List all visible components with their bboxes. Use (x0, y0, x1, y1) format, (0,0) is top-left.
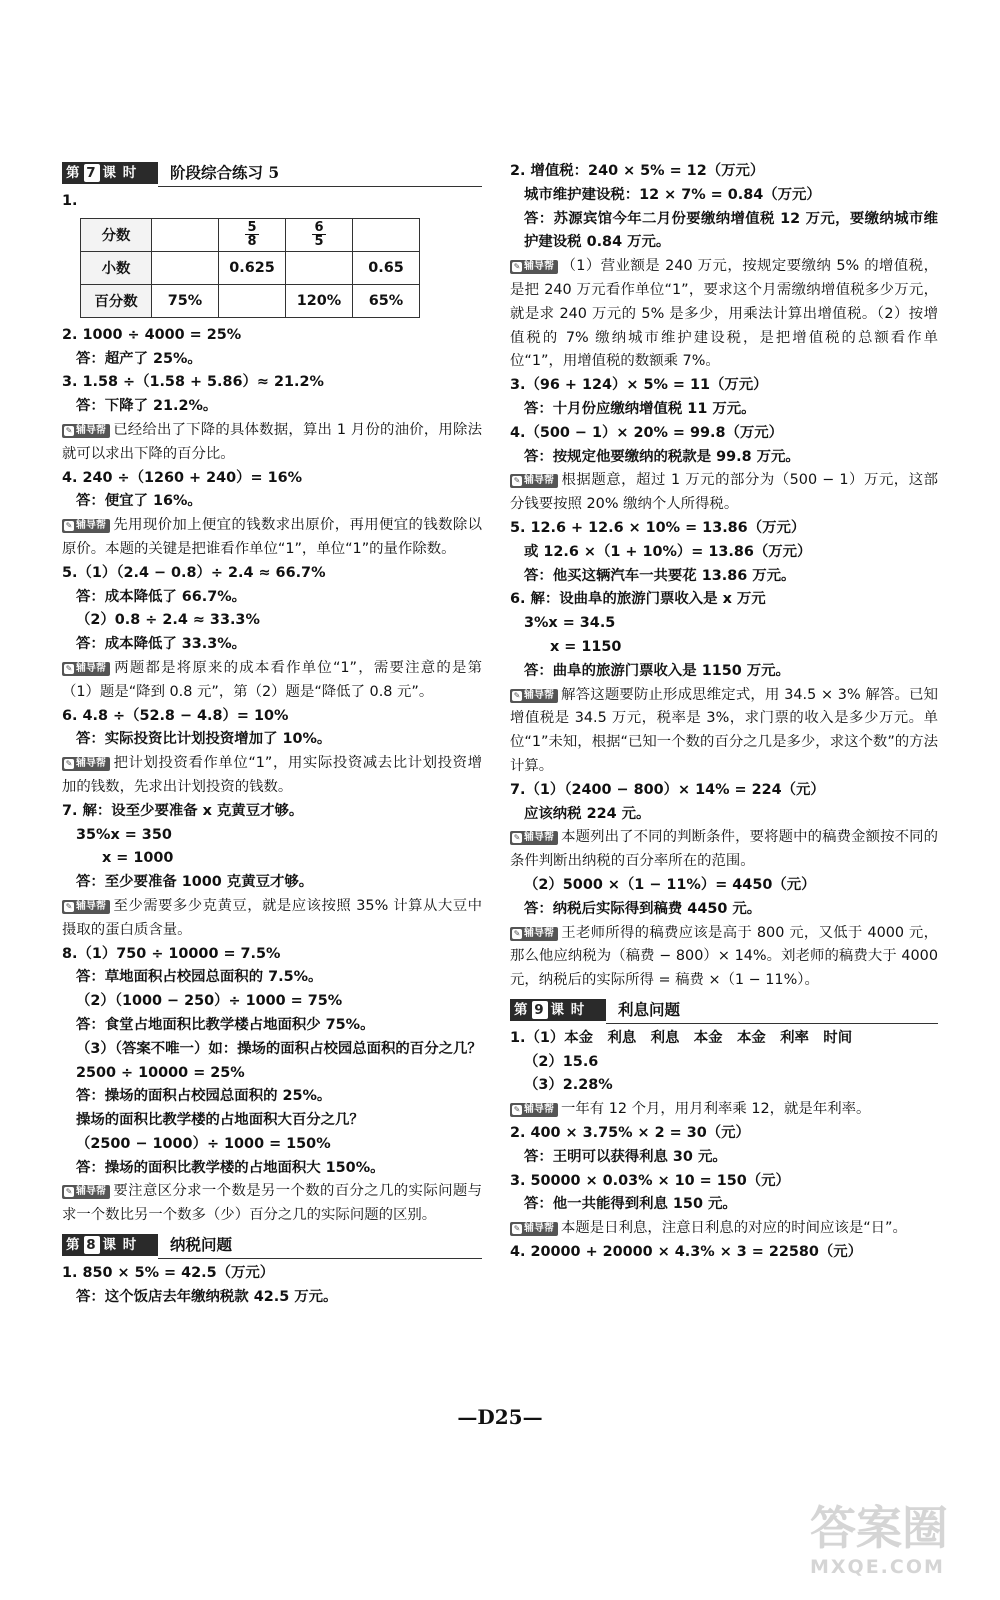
answer-line: 答：这个饭店去年缴纳税款 42.5 万元。 (76, 1288, 338, 1305)
hint-badge: ✎ 辅导帮 (62, 662, 110, 676)
lesson-8-header (62, 1232, 482, 1260)
table-cell: 百分数 (81, 284, 152, 317)
answer-line: 7.（1）（2400 − 800）× 14% = 224（元） (510, 781, 825, 798)
hint-icon: ✎ (65, 759, 73, 769)
table-cell: 120% (286, 284, 353, 317)
answer-line: 2. 1000 ÷ 4000 = 25% (62, 326, 242, 343)
hint-icon: ✎ (513, 928, 521, 938)
hint-badge: ✎ 辅导帮 (62, 757, 110, 771)
lesson-title: 阶段综合练习 5 (170, 163, 280, 182)
hint-paragraph: ✎ 辅导帮 已经给出了下降的具体数据，算出 1 月份的油价，用除法就可以求出下降的百分比。 (62, 421, 482, 462)
answer-line: 城市维护建设税：12 × 7% = 0.84（万元） (524, 186, 821, 203)
answer-line: （3）2.28% (524, 1077, 613, 1094)
hint-paragraph: ✎ 辅导帮 根据题意，超过 1 万元的部分为（500 − 1）万元，这部分钱要按照 20% 缴纳个人所得税。 (510, 472, 938, 513)
answer-line: （2500 − 1000）÷ 1000 = 150% (76, 1135, 331, 1152)
table-row (81, 284, 420, 317)
answer-line: 2500 ÷ 10000 = 25% (76, 1064, 245, 1081)
answer-line: 答：下降了 21.2%。 (76, 398, 218, 415)
equation-line: 35%x = 350 (76, 826, 172, 843)
answer-line: 3. 50000 × 0.03% × 10 = 150（元） (510, 1172, 790, 1189)
table-cell (353, 218, 420, 251)
divider (606, 1023, 938, 1024)
lesson-title: 利息问题 (618, 999, 681, 1019)
hint-icon: ✎ (513, 690, 521, 700)
answer-line: 答：超产了 25%。 (76, 350, 202, 367)
answer-line: 答：纳税后实际得到稿费 4450 元。 (524, 900, 762, 917)
answer-line: 4. 20000 + 20000 × 4.3% × 3 = 22580（元） (510, 1244, 863, 1261)
answer-line: 4.（500 − 1）× 20% = 99.8（万元） (510, 424, 784, 441)
question-number: 1. (62, 193, 78, 209)
lesson-badge: 第 7 课 时 (62, 162, 158, 184)
hint-icon: ✎ (65, 521, 73, 531)
hint-badge: ✎ 辅导帮 (62, 519, 110, 533)
page-number: —D25— (457, 1405, 543, 1429)
table-cell: 小数 (81, 251, 152, 284)
watermark-site: MXQE.COM (810, 1556, 945, 1578)
answer-line: 6. 4.8 ÷（52.8 − 4.8）= 10% (62, 707, 289, 724)
hint-paragraph: ✎ 辅导帮 两题都是将原来的成本看作单位“1”，需要注意的是第（1）题是“降到 0.8 元”，第（2）题是“降低了 0.8 元”。 (62, 659, 482, 700)
answer-line: （2）（1000 − 250）÷ 1000 = 75% (76, 993, 343, 1010)
answer-line: 答：食堂占地面积比教学楼占地面积少 75%。 (76, 1016, 375, 1033)
lesson-badge: 第 8 课 时 (62, 1234, 158, 1256)
hint-icon: ✎ (65, 425, 73, 435)
lesson-title: 纳税问题 (170, 1235, 233, 1255)
answer-line: 5. 12.6 + 12.6 × 10% = 13.86（万元） (510, 519, 806, 536)
answer-line: 答：成本降低了 33.3%。 (76, 636, 247, 653)
answer-line: 或 12.6 ×（1 + 10%）= 13.86（万元） (524, 543, 812, 560)
hint-icon: ✎ (65, 901, 73, 911)
table-cell: 0.625 (219, 251, 286, 284)
hint-icon: ✎ (65, 1187, 73, 1197)
table-cell: 0.65 (353, 251, 420, 284)
watermark-logo: 答案圈 (810, 1501, 948, 1555)
hint-paragraph: ✎ 辅导帮 王老师所得的稿费应该是高于 800 元，又低于 4000 元，那么他应纳税为（稿费 − 800）× 14%。刘老师的稿费大于 4000 元，纳税后的实际所得 = 稿费 ×（1 − 11%）。 (510, 924, 938, 989)
hint-badge: ✎ 辅导帮 (62, 900, 110, 914)
hint-badge: ✎ 辅导帮 (510, 831, 558, 845)
equation-line: x = 1000 (102, 850, 174, 867)
answer-line: 3. 1.58 ÷（1.58 + 5.86）≈ 21.2% (62, 374, 324, 391)
answer-line: 答：操场的面积比教学楼的占地面积大 150%。 (76, 1159, 385, 1176)
hint-paragraph: ✎ 辅导帮 本题列出了不同的判断条件，要将题中的稿费金额按不同的条件判断出纳税的百分率所在的范围。 (510, 829, 938, 870)
hint-paragraph: ✎ 辅导帮 一年有 12 个月，用月利率乘 12，就是年利率。 (510, 1098, 938, 1122)
lesson-9-header (510, 997, 938, 1025)
answer-line: 答：操场的面积占校园总面积的 25%。 (76, 1088, 332, 1105)
lesson-7-header (62, 160, 482, 188)
hint-icon: ✎ (513, 476, 521, 486)
answer-line: 7. 解：设至少要准备 x 克黄豆才够。 (62, 802, 304, 819)
table-cell (286, 251, 353, 284)
answer-line: 答：草地面积占校园总面积的 7.5%。 (76, 969, 323, 986)
answer-line: 答：他一共能得到利息 150 元。 (524, 1196, 737, 1213)
table-cell (152, 251, 219, 284)
table-cell: $\frac{5}{8}$ (219, 218, 286, 251)
answer-line: 4. 240 ÷（1260 + 240）= 16% (62, 469, 303, 486)
answer-line: （2）15.6 (524, 1053, 599, 1070)
answer-line: 答：王明可以获得利息 30 元。 (524, 1148, 727, 1165)
answer-line: 答：他买这辆汽车一共要花 13.86 万元。 (524, 567, 796, 584)
lesson-badge: 第 9 课 时 (510, 999, 606, 1021)
table-cell (219, 284, 286, 317)
answer-line: （2）5000 ×（1 − 11%）= 4450（元） (524, 876, 816, 893)
hint-icon: ✎ (513, 262, 521, 272)
answer-line: 1.（1）本金 利息 利息 本金 本金 利率 时间 (510, 1029, 853, 1046)
hint-badge: ✎ 辅导帮 (510, 474, 558, 488)
right-column (510, 160, 938, 1265)
hint-paragraph: ✎ 辅导帮 先用现价加上便宜的钱数求出原价，再用便宜的钱数除以原价。本题的关键是把谁看作单位“1”，单位“1”的量作除数。 (62, 517, 482, 557)
divider (158, 1258, 482, 1259)
answer-line: 5.（1）（2.4 − 0.8）÷ 2.4 ≈ 66.7% (62, 564, 326, 581)
answer-line: 答：按规定他要缴纳的税款是 99.8 万元。 (524, 448, 800, 465)
answer-line: 3.（96 + 124）× 5% = 11（万元） (510, 377, 768, 394)
hint-paragraph: ✎ 辅导帮 解答这题要防止形成思维定式，用 34.5 × 3% 解答。已知增值税是 34.5 万元，税率是 3%，求门票的收入是多少万元。单位“1”未知，根据“已知一个数的百分之几是多少，求这个数”的方法计算。 (510, 686, 938, 774)
hint-badge: ✎ 辅导帮 (510, 927, 558, 941)
answer-line: （2）0.8 ÷ 2.4 ≈ 33.3% (76, 612, 260, 629)
table-cell: 75% (152, 284, 219, 317)
answer-line: （3）（答案不唯一）如：操场的面积占校园总面积的百分之几？ (76, 1040, 482, 1057)
answer-line: 1. 850 × 5% = 42.5（万元） (62, 1265, 275, 1282)
answer-line: 答：至少要准备 1000 克黄豆才够。 (76, 874, 314, 891)
hint-icon: ✎ (513, 1105, 521, 1115)
hint-paragraph: ✎ 辅导帮 （1）营业额是 240 万元，按规定要缴纳 5% 的增值税，是把 240 万元看作单位“1”，要求这个月需缴纳增值税多少万元，就是求 240 万元的 5% 是多少，用乘法计算出增值税。（2）按增值税的 7% 缴纳城市维护建设税，是把增值税的总额看作单位“1”，用增值税的数额乘 7%。 (510, 258, 938, 370)
hint-paragraph: ✎ 辅导帮 至少需要多少克黄豆，就是应该按照 35% 计算从大豆中摄取的蛋白质含量。 (62, 897, 482, 938)
table-cell: 分数 (81, 218, 152, 251)
hint-icon: ✎ (65, 663, 73, 673)
answer-line: 答：曲阜的旅游门票收入是 1150 万元。 (524, 662, 790, 679)
hint-paragraph: ✎ 辅导帮 要注意区分求一个数是另一个数的百分之几的实际问题与求一个数比另一个数多（少）百分之几的实际问题的区别。 (62, 1183, 482, 1224)
hint-paragraph: ✎ 辅导帮 本题是日利息，注意日利息的对应的时间应该是“日”。 (510, 1217, 938, 1241)
answer-line: 答：实际投资比计划投资增加了 10%。 (76, 731, 332, 748)
answer-line: 2. 400 × 3.75% × 2 = 30（元） (510, 1125, 750, 1142)
table-row (81, 251, 420, 284)
equation-line: 3%x = 34.5 (524, 615, 616, 632)
equation-line: x = 1150 (550, 638, 622, 655)
table-cell: $\frac{6}{5}$ (286, 218, 353, 251)
answer-line: 应该纳税 224 元。 (524, 805, 651, 822)
hint-badge: ✎ 辅导帮 (62, 1185, 110, 1199)
fraction-table (80, 218, 420, 318)
hint-icon: ✎ (513, 1224, 521, 1234)
answer-line: 8.（1）750 ÷ 10000 = 7.5% (62, 945, 281, 962)
answer-line: 答：便宜了 16%。 (76, 493, 202, 510)
table-row (81, 218, 420, 251)
left-column (62, 160, 482, 1310)
answer-line: 答：成本降低了 66.7%。 (76, 588, 247, 605)
answer-line: 6. 解：设曲阜的旅游门票收入是 x 万元 (510, 591, 766, 608)
hint-badge: ✎ 辅导帮 (510, 1222, 558, 1236)
hint-badge: ✎ 辅导帮 (510, 1103, 558, 1117)
hint-badge: ✎ 辅导帮 (510, 260, 558, 274)
answer-line: 答：苏源宾馆今年二月份要缴纳增值税 12 万元，要缴纳城市维护建设税 0.84 万元。 (524, 210, 938, 251)
table-cell: 65% (353, 284, 420, 317)
hint-badge: ✎ 辅导帮 (62, 424, 110, 438)
watermark (810, 1500, 980, 1590)
hint-badge: ✎ 辅导帮 (510, 689, 558, 703)
divider (158, 186, 482, 187)
hint-paragraph: ✎ 辅导帮 把计划投资看作单位“1”，用实际投资减去比计划投资增加的钱数，先求出计划投资的钱数。 (62, 755, 482, 795)
answer-line: 操场的面积比教学楼的占地面积大百分之几？ (76, 1112, 364, 1129)
hint-icon: ✎ (513, 833, 521, 843)
answer-line: 答：十月份应缴纳增值税 11 万元。 (524, 400, 756, 417)
table-cell (152, 218, 219, 251)
answer-line: 2. 增值税：240 × 5% = 12（万元） (510, 163, 765, 179)
